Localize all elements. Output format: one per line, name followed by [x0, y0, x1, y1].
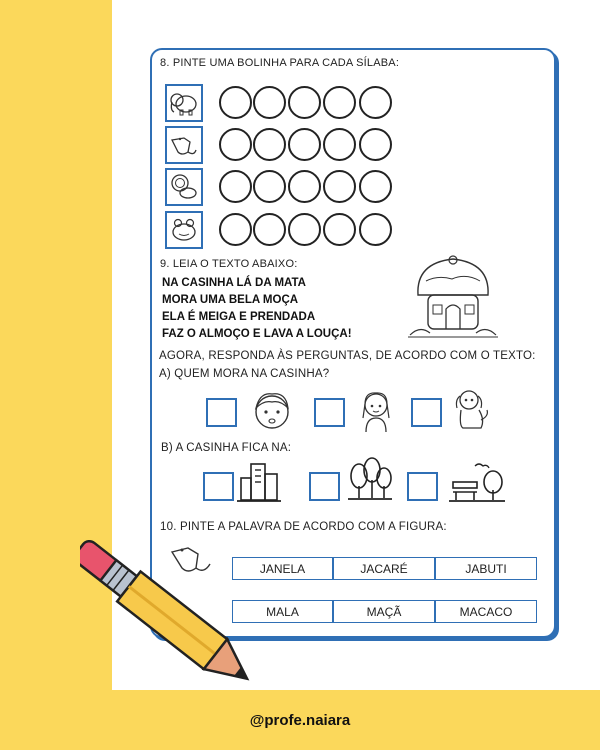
word-option[interactable]: MACACO: [435, 600, 537, 623]
mushroom-house-illustration: [408, 253, 498, 341]
author-handle: @profe.naiara: [249, 711, 351, 729]
syllable-circle[interactable]: [219, 170, 252, 203]
syllable-circle[interactable]: [219, 213, 252, 246]
pencil-decoration: [80, 498, 280, 690]
q9-title: 9. LEIA O TEXTO ABAIXO:: [160, 258, 298, 270]
girl-picture: [356, 388, 396, 434]
syllable-circle[interactable]: [253, 213, 286, 246]
answer-box-city[interactable]: [203, 472, 234, 501]
answer-box-forest[interactable]: [309, 472, 340, 501]
boy-picture: [250, 388, 294, 434]
syllable-circle[interactable]: [323, 213, 356, 246]
answer-box-park[interactable]: [407, 472, 438, 501]
word-option[interactable]: JACARÉ: [333, 557, 435, 580]
syllable-circle[interactable]: [359, 128, 392, 161]
word-option[interactable]: MAÇÃ: [333, 600, 435, 623]
elephant-icon: [168, 88, 200, 118]
q9-instruction: AGORA, RESPONDA ÀS PERGUNTAS, DE ACORDO COM O TEXTO:: [159, 350, 536, 362]
frog-picture-box: [165, 211, 203, 249]
answer-box-boy[interactable]: [206, 398, 237, 427]
answer-box-dog[interactable]: [411, 398, 442, 427]
syllable-circle[interactable]: [253, 170, 286, 203]
word-option[interactable]: JABUTI: [435, 557, 537, 580]
syllable-circle[interactable]: [323, 86, 356, 119]
pencil-icon: [80, 498, 280, 690]
syllable-circle[interactable]: [288, 86, 321, 119]
syllable-circle[interactable]: [253, 86, 286, 119]
q8-title: 8. PINTE UMA BOLINHA PARA CADA SÍLABA:: [160, 57, 400, 69]
word-option[interactable]: JANELA: [232, 557, 333, 580]
alligator-icon: [168, 130, 200, 160]
park-picture: [449, 460, 505, 504]
poem-line: NA CASINHA LÁ DA MATA: [162, 277, 306, 289]
boy-face-icon: [250, 388, 294, 434]
poem-line: FAZ O ALMOÇO E LAVA A LOUÇA!: [162, 328, 352, 340]
syllable-circle[interactable]: [323, 128, 356, 161]
girl-icon: [356, 388, 396, 434]
syllable-circle[interactable]: [359, 170, 392, 203]
alligator-picture-box: [165, 126, 203, 164]
lion-picture-box: [165, 168, 203, 206]
syllable-circle[interactable]: [288, 170, 321, 203]
word-option[interactable]: MALA: [232, 600, 333, 623]
question-b: B) A CASINHA FICA NA:: [161, 442, 292, 454]
syllable-circle[interactable]: [288, 128, 321, 161]
syllable-circle[interactable]: [359, 86, 392, 119]
syllable-circle[interactable]: [359, 213, 392, 246]
syllable-circle[interactable]: [253, 128, 286, 161]
q10-title: 10. PINTE A PALAVRA DE ACORDO COM A FIGURA:: [160, 521, 447, 533]
answer-box-girl[interactable]: [314, 398, 345, 427]
syllable-circle[interactable]: [323, 170, 356, 203]
dog-picture: [451, 386, 493, 432]
forest-picture: [346, 456, 394, 502]
elephant-picture-box: [165, 84, 203, 122]
syllable-circle[interactable]: [219, 128, 252, 161]
dog-icon: [451, 386, 493, 432]
frog-icon: [168, 215, 200, 245]
syllable-circle[interactable]: [219, 86, 252, 119]
question-a: A) QUEM MORA NA CASINHA?: [159, 368, 330, 380]
lion-icon: [168, 172, 200, 202]
poem-line: ELA É MEIGA E PRENDADA: [162, 311, 316, 323]
mushroom-house-icon: [408, 253, 498, 341]
trees-icon: [346, 456, 394, 502]
syllable-circle[interactable]: [288, 213, 321, 246]
park-bench-icon: [449, 460, 505, 504]
poem-line: MORA UMA BELA MOÇA: [162, 294, 299, 306]
